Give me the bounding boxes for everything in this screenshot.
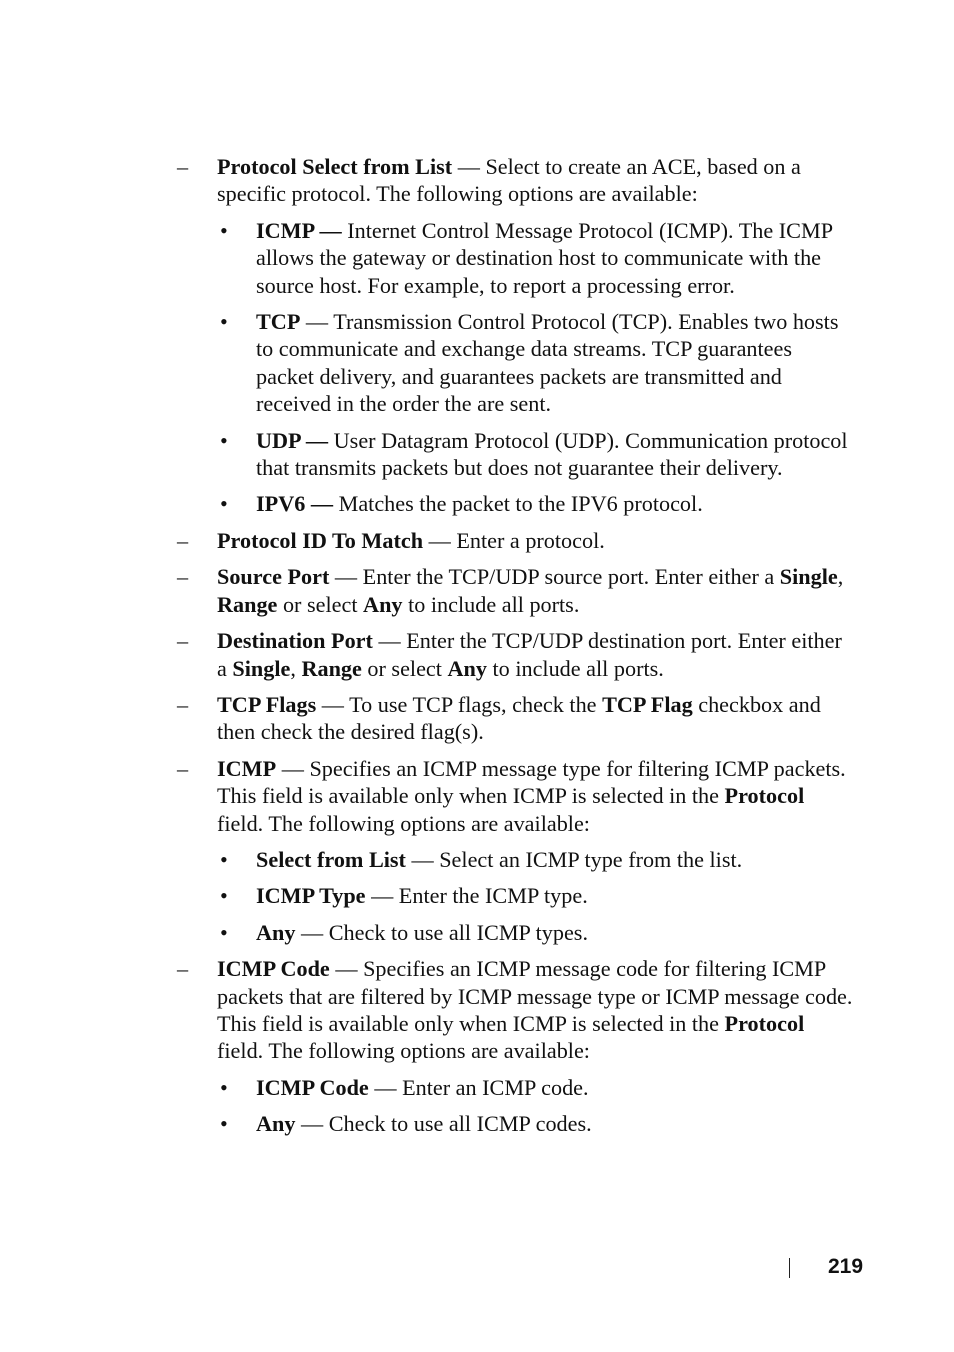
term: IPV6 — bbox=[256, 491, 334, 517]
term: UDP — bbox=[256, 427, 329, 453]
description: User Datagram Protocol (UDP). Communication protocol that transmits packets but does not guarantee their delivery. bbox=[256, 427, 848, 481]
bullet-item bbox=[0, 1074, 854, 1101]
description: — Enter the ICMP type. bbox=[365, 883, 588, 909]
option-single: Single bbox=[779, 564, 838, 590]
bullet-item bbox=[0, 490, 854, 517]
list-item bbox=[0, 153, 853, 208]
term: ICMP bbox=[217, 755, 277, 781]
term: Destination Port bbox=[217, 628, 373, 654]
term: TCP Flags bbox=[217, 691, 317, 717]
list-item bbox=[0, 691, 853, 746]
description: — To use TCP flags, check the bbox=[316, 691, 603, 717]
option-any: Any bbox=[363, 591, 403, 617]
bullet-item bbox=[0, 308, 854, 418]
description: — Enter the TCP/UDP source port. Enter either a bbox=[329, 564, 780, 590]
document-body bbox=[0, 153, 954, 1147]
term: Any bbox=[256, 1111, 296, 1137]
term: Protocol Select from List bbox=[217, 154, 453, 179]
list-item bbox=[0, 627, 853, 682]
dash-marker: – bbox=[177, 527, 189, 553]
description: — Enter the TCP/UDP destination port. Enter either a bbox=[217, 628, 842, 681]
bullet-item bbox=[0, 1110, 854, 1137]
option-range: Range bbox=[217, 591, 278, 617]
term: ICMP Code bbox=[256, 1074, 369, 1100]
description: checkbox and then check the desired flag(s). bbox=[217, 691, 821, 745]
bullet-marker: • bbox=[220, 883, 228, 909]
bullet-marker: • bbox=[220, 919, 228, 945]
bullet-item bbox=[0, 919, 854, 946]
option-single: Single bbox=[232, 655, 291, 681]
option-tcp-flag: TCP Flag bbox=[602, 691, 693, 717]
option-range: Range bbox=[301, 655, 362, 681]
description: or select bbox=[277, 591, 364, 617]
description: — Enter a protocol. bbox=[423, 527, 605, 553]
page-number: 219 bbox=[828, 1255, 864, 1278]
term: Protocol ID To Match bbox=[217, 527, 424, 553]
bullet-marker: • bbox=[220, 1111, 228, 1137]
dash-marker: – bbox=[177, 154, 189, 179]
term: ICMP — bbox=[256, 217, 342, 243]
term: Any bbox=[256, 919, 296, 945]
bullet-marker: • bbox=[220, 1074, 228, 1100]
description: — Check to use all ICMP types. bbox=[295, 919, 588, 945]
description: — Check to use all ICMP codes. bbox=[295, 1111, 592, 1137]
list-item bbox=[0, 755, 853, 837]
bullet-item bbox=[0, 217, 854, 299]
dash-marker: – bbox=[177, 755, 189, 781]
term: Select from List bbox=[256, 846, 406, 872]
bullet-item bbox=[0, 427, 854, 482]
dash-marker: – bbox=[177, 691, 189, 717]
footer-divider bbox=[789, 1258, 790, 1278]
bullet-marker: • bbox=[220, 846, 228, 872]
description: field. The following options are available: bbox=[217, 810, 590, 836]
field-protocol: Protocol bbox=[724, 783, 805, 809]
term: TCP bbox=[256, 309, 301, 335]
dash-separator: — bbox=[452, 154, 486, 179]
dash-marker: – bbox=[177, 628, 189, 654]
term: Source Port bbox=[217, 564, 330, 590]
term: ICMP Type bbox=[256, 883, 366, 909]
list-item bbox=[0, 563, 853, 618]
bullet-marker: • bbox=[220, 309, 228, 335]
term: ICMP Code bbox=[217, 956, 330, 982]
bullet-marker: • bbox=[220, 491, 228, 517]
description: to include all ports. bbox=[402, 591, 580, 617]
bullet-item bbox=[0, 846, 854, 873]
dash-marker: – bbox=[177, 564, 189, 590]
description: — Enter an ICMP code. bbox=[368, 1074, 589, 1100]
description: — Select an ICMP type from the list. bbox=[405, 846, 743, 872]
description: or select bbox=[361, 655, 448, 681]
bullet-marker: • bbox=[220, 427, 228, 453]
list-item bbox=[0, 527, 853, 554]
description: — Specifies an ICMP message code for filtering ICMP packets that are filtered by ICMP message type or ICMP message code. This field is available only when ICMP is selected in the bbox=[217, 956, 853, 1036]
separator: , bbox=[837, 564, 844, 590]
description: — Transmission Control Protocol (TCP). Enables two hosts to communicate and exchange data streams. TCP guarantees packet delivery, and guarantees packets are transmitted and received in the order the are sent. bbox=[256, 309, 839, 417]
list-item bbox=[0, 955, 853, 1065]
description: Matches the packet to the IPV6 protocol. bbox=[333, 491, 703, 517]
field-protocol: Protocol bbox=[724, 1010, 805, 1036]
bullet-marker: • bbox=[220, 217, 228, 243]
separator: , bbox=[290, 655, 302, 681]
description: — Specifies an ICMP message type for filtering ICMP packets. This field is available only when ICMP is selected in the bbox=[217, 755, 846, 809]
bullet-item bbox=[0, 882, 854, 909]
description: Select to create an ACE, based on a specific protocol. The following options are available: bbox=[217, 154, 801, 207]
description: to include all ports. bbox=[486, 655, 664, 681]
option-any: Any bbox=[447, 655, 487, 681]
description: Internet Control Message Protocol (ICMP). The ICMP allows the gateway or destination host to communicate with the source host. For example, to report a processing error. bbox=[256, 217, 833, 298]
description: field. The following options are available: bbox=[217, 1038, 590, 1064]
dash-marker: – bbox=[177, 956, 189, 982]
